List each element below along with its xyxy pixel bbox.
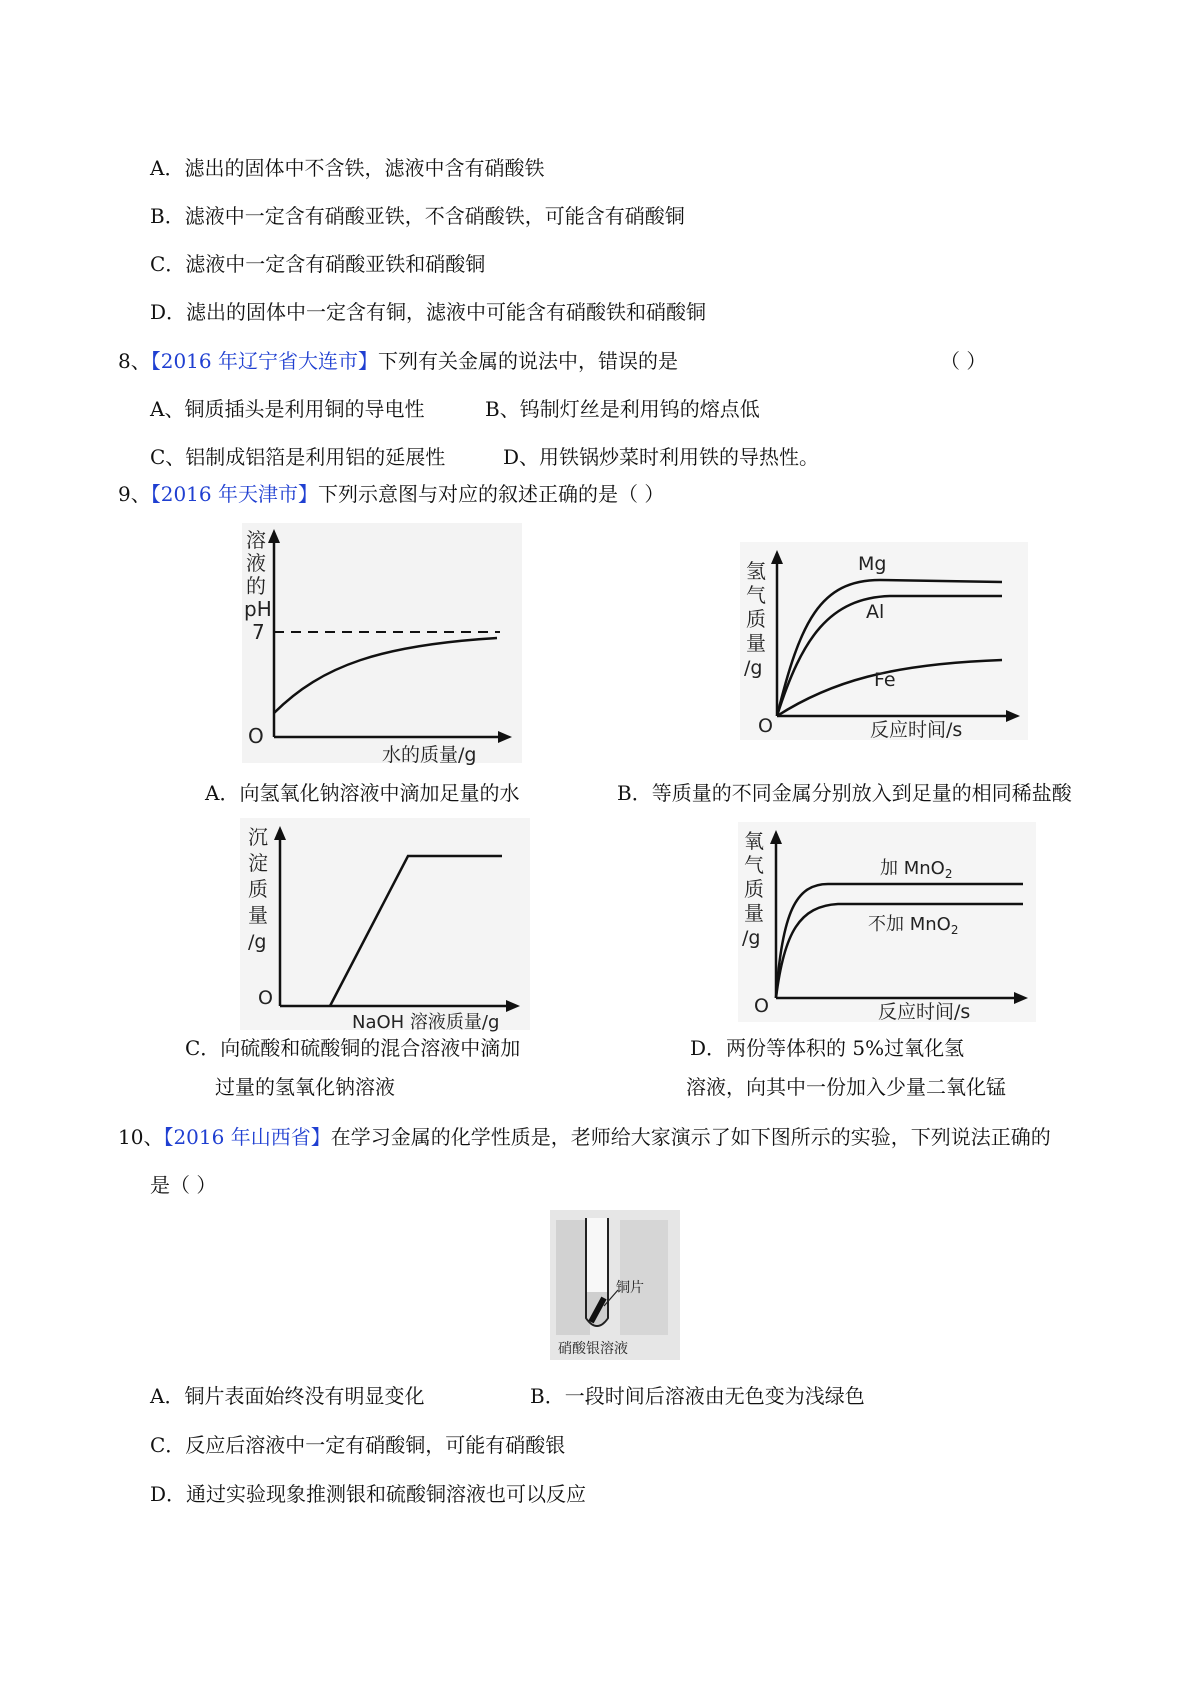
graph-a-ylabel-4: pH bbox=[244, 597, 272, 621]
graph-b-ylabel-5: /g bbox=[744, 657, 763, 679]
graph-b-label-fe: Fe bbox=[874, 669, 896, 691]
q10-stem-line2: 是（ ） bbox=[150, 1173, 217, 1197]
graph-c-xlabel: NaOH 溶液质量/g bbox=[352, 1012, 500, 1033]
graph-d bbox=[738, 822, 1038, 1022]
graph-d-label-with-mno2: 加 MnO$_2$ bbox=[880, 858, 953, 881]
q7-option-b: B．滤液中一定含有硝酸亚铁，不含硝酸铁，可能含有硝酸铜 bbox=[150, 204, 685, 228]
q10-option-d: D．通过实验现象推测银和硫酸铜溶液也可以反应 bbox=[150, 1482, 587, 1506]
q10-text: 在学习金属的化学性质是，老师给大家演示了如下图所示的实验，下列说法正确的 bbox=[330, 1125, 1051, 1149]
graph-c-origin: O bbox=[258, 987, 273, 1009]
graph-c-ylabel-3: 质 bbox=[248, 877, 268, 901]
q7-option-c: C．滤液中一定含有硝酸亚铁和硝酸铜 bbox=[150, 252, 486, 276]
q8-text: 下列有关金属的说法中，错误的是 bbox=[378, 349, 678, 373]
graph-b bbox=[740, 542, 1030, 742]
graph-d-ylabel-4: 量 bbox=[744, 901, 764, 925]
graph-a-ylabel-1: 溶 bbox=[246, 528, 266, 552]
graph-a-xlabel: 水的质量/g bbox=[382, 744, 477, 766]
graph-c-ylabel-2: 淀 bbox=[248, 851, 268, 875]
graph-d-label-without-mno2: 不加 MnO$_2$ bbox=[868, 914, 959, 937]
graph-a-y-tick-7: 7 bbox=[252, 620, 265, 644]
graph-b-ylabel-2: 气 bbox=[746, 583, 766, 607]
q9-source: 【2016 年天津市】 bbox=[150, 482, 318, 506]
q7-option-a: A．滤出的固体中不含铁，滤液中含有硝酸铁 bbox=[150, 156, 545, 180]
graph-d-xlabel: 反应时间/s bbox=[878, 1001, 971, 1023]
q10-number: 10、 bbox=[118, 1125, 164, 1149]
graph-a bbox=[232, 515, 532, 765]
graph-b-label-mg: Mg bbox=[858, 553, 887, 575]
graph-c-ylabel-5: /g bbox=[248, 931, 267, 953]
q10-option-a: A．铜片表面始终没有明显变化 bbox=[150, 1384, 425, 1408]
q9-caption-a: A．向氢氧化钠溶液中滴加足量的水 bbox=[205, 781, 520, 805]
graph-b-ylabel-4: 量 bbox=[746, 631, 766, 655]
q8-option-b: B、钨制灯丝是利用钨的熔点低 bbox=[485, 397, 760, 421]
q7-option-d: D．滤出的固体中一定含有铜，滤液中可能含有硝酸铁和硝酸铜 bbox=[150, 300, 707, 324]
figure-left-backdrop bbox=[556, 1220, 590, 1335]
graph-d-origin: O bbox=[754, 995, 769, 1017]
q9-number: 9、 bbox=[118, 482, 151, 506]
q8-stem bbox=[118, 349, 678, 373]
graph-b-xlabel: 反应时间/s bbox=[870, 719, 963, 741]
graph-c bbox=[240, 818, 530, 1033]
q10-option-b: B．一段时间后溶液由无色变为浅绿色 bbox=[530, 1384, 865, 1408]
figure-right-backdrop bbox=[620, 1220, 668, 1335]
q10-stem bbox=[118, 1125, 1051, 1149]
graph-b-label-al: Al bbox=[866, 601, 885, 623]
graph-c-ylabel-1: 沉 bbox=[248, 825, 268, 849]
q8-source: 【2016 年辽宁省大连市】 bbox=[150, 349, 378, 373]
q9-stem bbox=[118, 482, 664, 506]
q9-caption-c-line2: 过量的氢氧化钠溶液 bbox=[215, 1075, 395, 1099]
graph-c-background bbox=[240, 818, 530, 1030]
graph-b-ylabel-1: 氢 bbox=[746, 559, 766, 583]
silver-nitrate-label: 硝酸银溶液 bbox=[558, 1341, 628, 1357]
q8-option-d: D、用铁锅炒菜时利用铁的导热性。 bbox=[503, 445, 820, 469]
graph-a-origin: O bbox=[248, 724, 264, 748]
graph-b-ylabel-3: 质 bbox=[746, 607, 766, 631]
q10-option-c: C．反应后溶液中一定有硝酸铜，可能有硝酸银 bbox=[150, 1433, 566, 1457]
graph-d-ylabel-2: 气 bbox=[744, 853, 764, 877]
q10-test-tube-figure bbox=[550, 1210, 680, 1360]
q9-caption-d-line1: D．两份等体积的 5%过氧化氢 bbox=[690, 1036, 965, 1060]
q8-option-a: A、铜质插头是利用铜的导电性 bbox=[150, 397, 425, 421]
q8-number: 8、 bbox=[118, 349, 151, 373]
q10-source: 【2016 年山西省】 bbox=[163, 1125, 331, 1149]
graph-d-ylabel-3: 质 bbox=[744, 877, 764, 901]
q9-text: 下列示意图与对应的叙述正确的是（ ） bbox=[318, 482, 665, 506]
graph-b-origin: O bbox=[758, 715, 773, 737]
graph-a-ylabel-3: 的 bbox=[246, 574, 266, 598]
q9-caption-d-line2: 溶液，向其中一份加入少量二氧化锰 bbox=[686, 1075, 1006, 1099]
graph-a-ylabel-2: 液 bbox=[246, 551, 266, 575]
graph-d-ylabel-1: 氧 bbox=[744, 829, 764, 853]
q9-caption-b: B．等质量的不同金属分别放入到足量的相同稀盐酸 bbox=[617, 781, 1072, 805]
q9-caption-c-line1: C．向硫酸和硫酸铜的混合溶液中滴加 bbox=[185, 1036, 521, 1060]
graph-d-ylabel-5: /g bbox=[742, 927, 761, 949]
q8-answer-bracket: （ ） bbox=[940, 349, 987, 373]
q8-option-c: C、铝制成铝箔是利用铝的延展性 bbox=[150, 445, 446, 469]
copper-piece-label: 铜片 bbox=[616, 1280, 644, 1296]
graph-c-ylabel-4: 量 bbox=[248, 903, 268, 927]
graph-a-background bbox=[242, 523, 522, 763]
